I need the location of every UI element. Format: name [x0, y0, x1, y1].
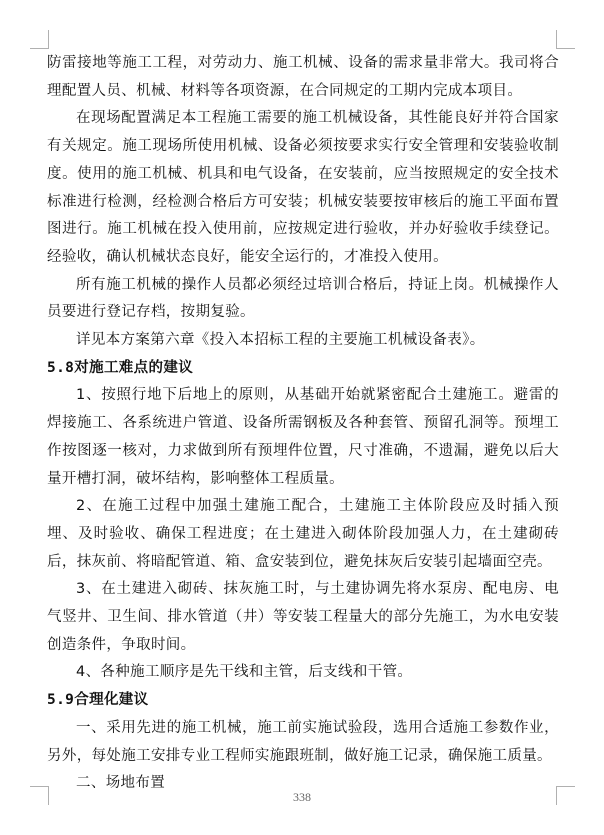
paragraph-operator-training: 所有施工机械的操作人员都必须经过培训合格后，持证上岗。机械操作人员要进行登记存档，按期复验。 [47, 276, 559, 321]
paragraph-suggestion-1: 一、采用先进的施工机械，施工前实施试验段，选用合适施工参数作业，另外，每处施工安排专业工程师实施跟班制，做好施工记录，确保施工质量。 [47, 719, 559, 764]
page-content [47, 50, 559, 798]
crop-mark-top-right [556, 30, 575, 49]
paragraph-see-chapter-six: 详见本方案第六章《投入本招标工程的主要施工机械设备表》。 [76, 332, 485, 349]
paragraph-difficulty-4: 4、各种施工顺序是先干线和主管，后支线和干管。 [76, 664, 413, 681]
section-title-5-9: 合理化建议 [74, 692, 149, 709]
paragraph-continuation: 防雷接地等施工工程，对劳动力、施工机械、设备的需求量非常大。我司将合理配置人员、机械、材料等各项资源，在合同规定的工期内完成本项目。 [47, 55, 559, 99]
paragraph-machinery-config: 在现场配置满足本工程施工需要的施工机械设备，其性能良好并符合国家有关规定。施工现场所使用机械、设备必须按要求实行安全管理和安装验收制度。使用的施工机械、机具和电气设备，在安装前，应当按照规定的安全技术标准进行检测，经检测合格后方可安装；机械安装要按审核后的施工平面布置图进行。施工机械在投入使用前，应按规定进行验收，并办好验收手续登记。经验收，确认机械状态良好，能安全运行的，才准投入使用。 [47, 110, 559, 265]
section-number-5-9: 5.9 [47, 692, 75, 709]
section-heading-5-9 [47, 687, 559, 715]
page-number: 338 [293, 790, 311, 804]
paragraph-site-layout: 二、场地布置 [76, 775, 166, 792]
section-heading-5-8 [47, 355, 559, 383]
paragraph-difficulty-1: 1、按照行地下后地上的原则，从基础开始就紧密配合土建施工。避雷的焊接施工、各系统进户管道、设备所需钢板及各种套管、预留孔洞等。预埋工作按图逐一核对，力求做到所有预埋件位置，尺寸准确，不遗漏，避免以后大量开槽打洞，破坏结构，影响整体工程质量。 [47, 387, 559, 487]
section-title-5-8: 对施工难点的建议 [74, 359, 194, 376]
paragraph-difficulty-3: 3、在土建进入砌砖、抹灰施工时，与土建协调先将水泵房、配电房、电气竖井、卫生间、排水管道（井）等安装工程量大的部分先施工，为水电安装创造条件，争取时间。 [47, 581, 559, 653]
crop-mark-top-left [30, 30, 49, 49]
section-number-5-8: 5.8 [47, 359, 75, 376]
paragraph-difficulty-2: 2、在施工过程中加强土建施工配合，土建施工主体阶段应及时插入预埋、及时验收、确保工程进度；在土建进入砌体阶段加强人力，在土建砌砖后，抹灰前、将暗配管道、箱、盒安装到位，避免抹灰后安装引起墙面空壳。 [47, 498, 559, 570]
